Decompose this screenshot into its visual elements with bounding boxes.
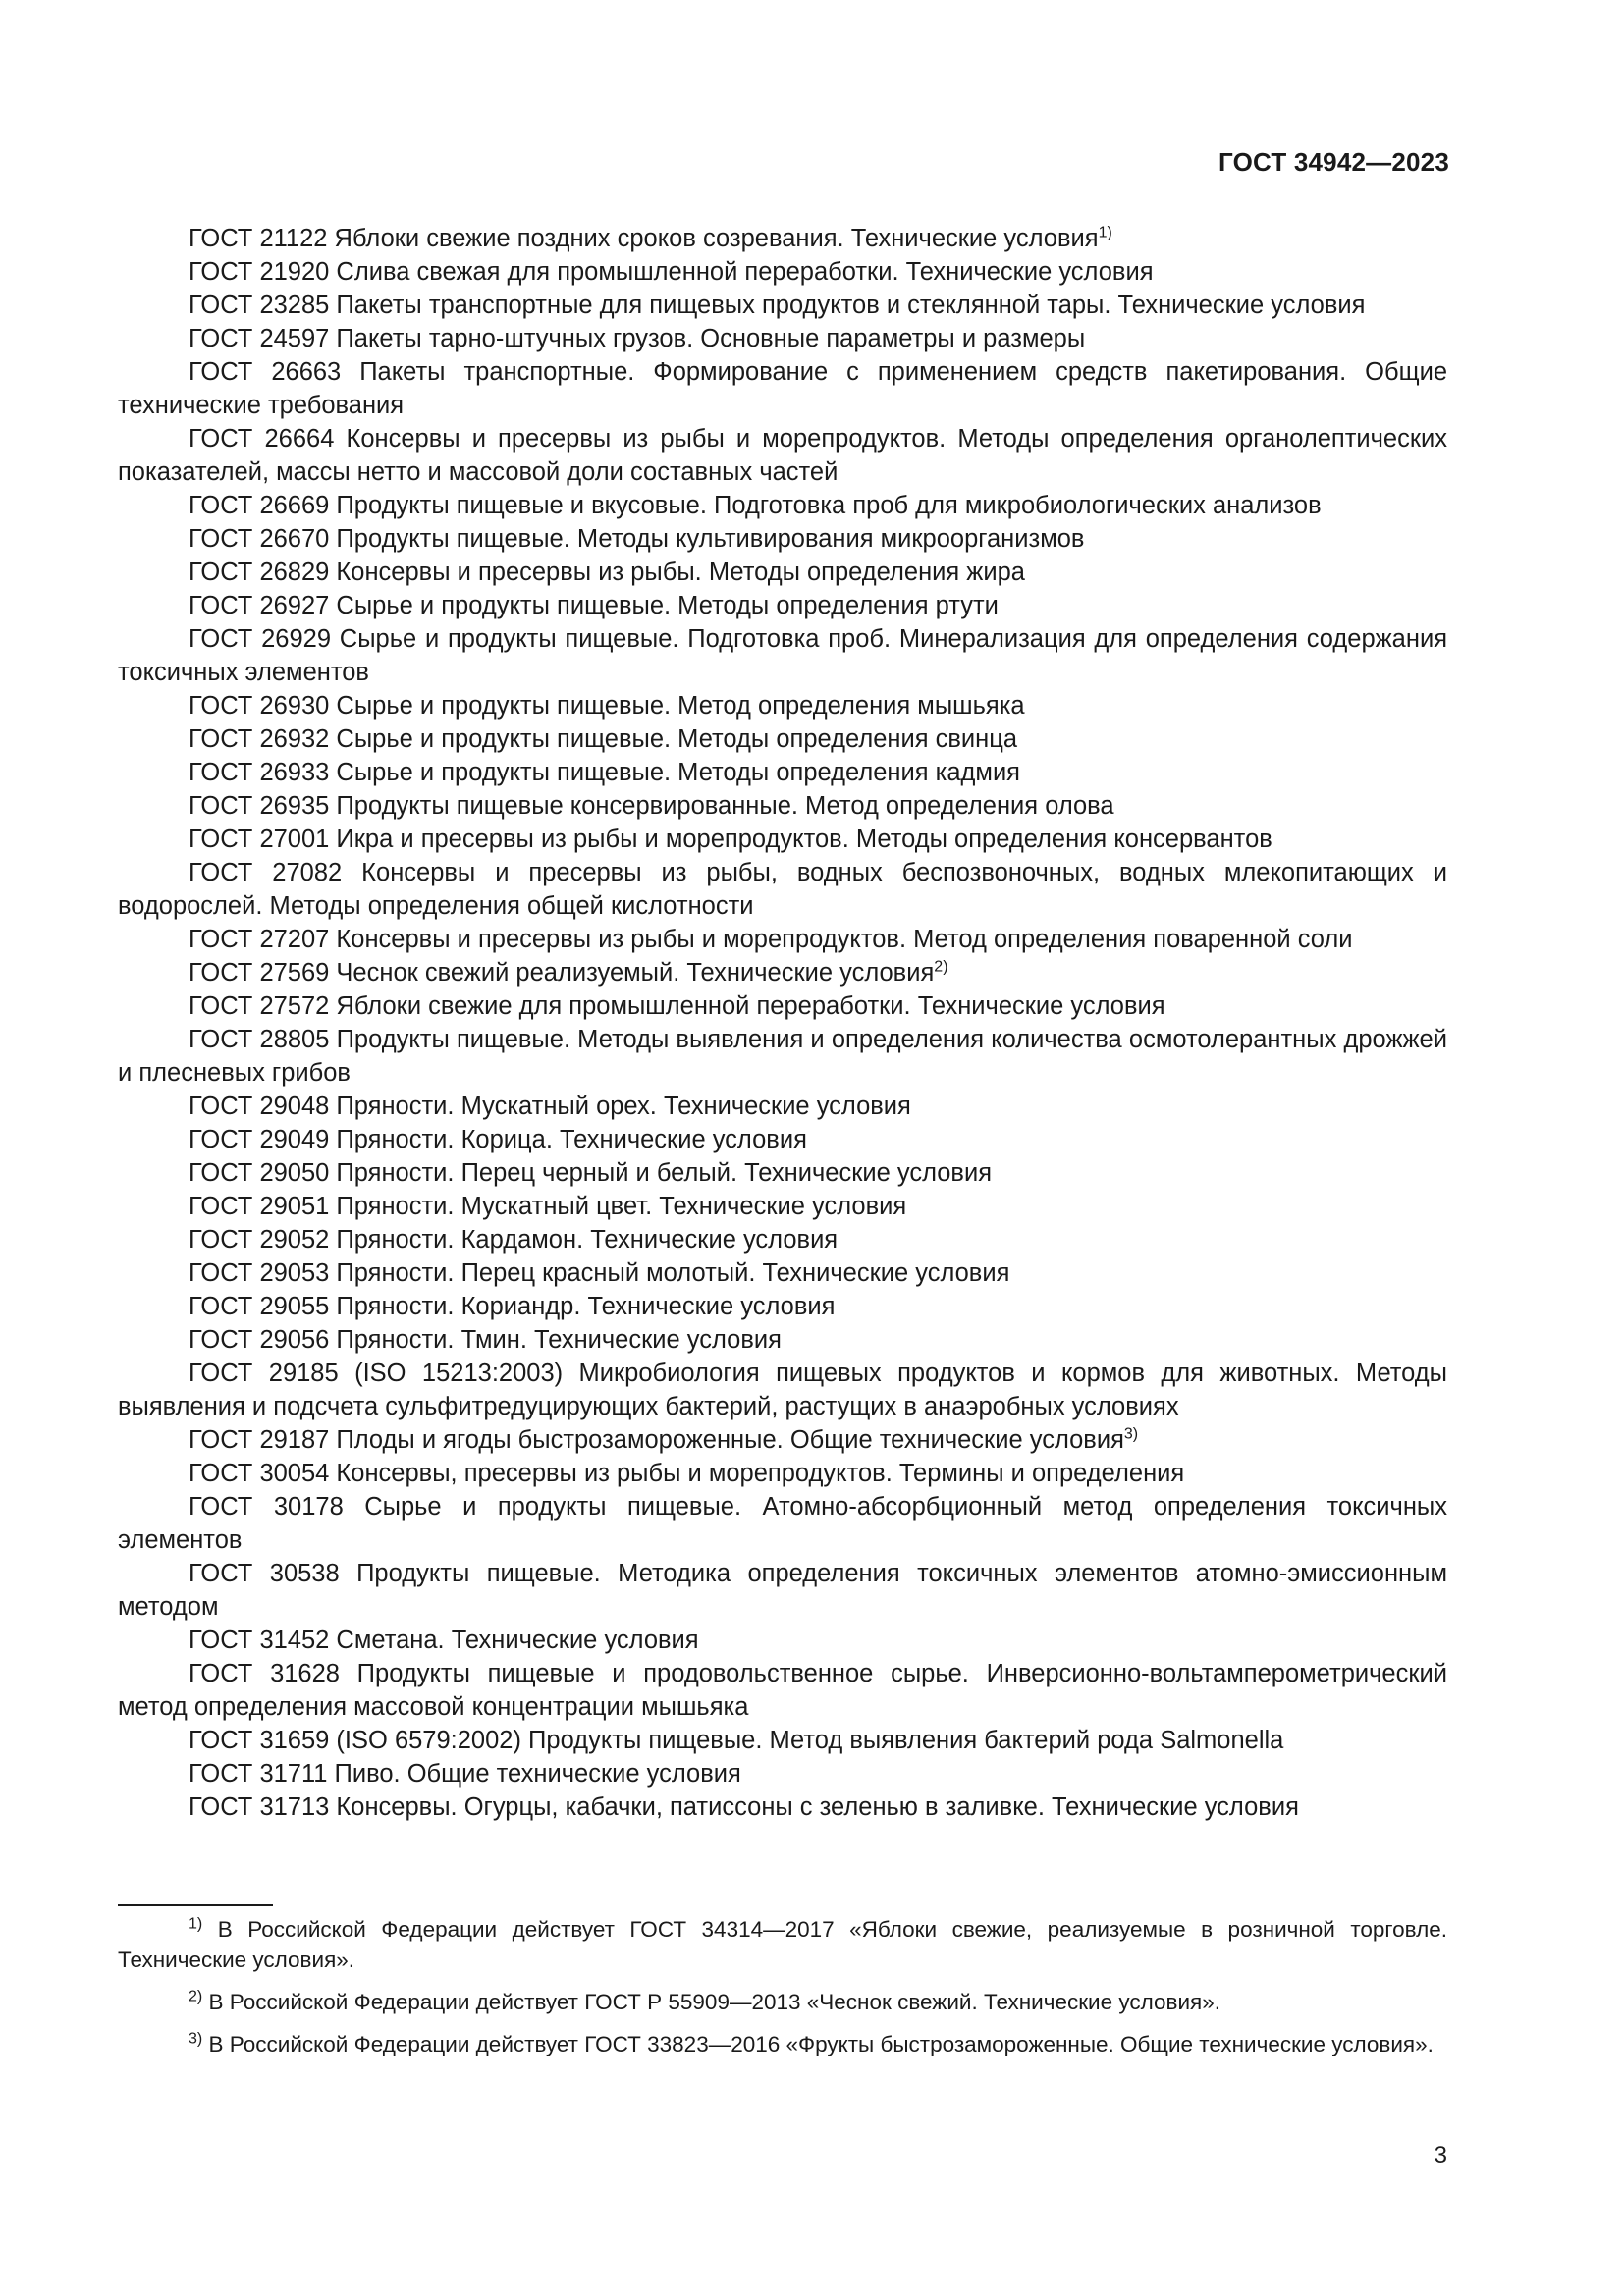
reference-item: ГОСТ 31713 Консервы. Огурцы, кабачки, патиссоны с зеленью в заливке. Технические условия <box>189 1793 1299 1821</box>
reference-item: ГОСТ 26929 Сырье и продукты пищевые. Подготовка проб. Минерализация для определения содержания токсичных элементов <box>118 625 1447 686</box>
reference-item: ГОСТ 27572 Яблоки свежие для промышленной переработки. Технические условия <box>189 992 1165 1020</box>
footnote: $^{3)}$ В Российской Федерации действует ГОСТ 33823—2016 «Фрукты быстрозамороженные. Общие технические условия». <box>189 2030 1434 2056</box>
reference-item: ГОСТ 29185 (ISO 15213:2003) Микробиология пищевых продуктов и кормов для животных. Методы выявления и подсчета сульфитредуцирующих бактерий, растущих в анаэробных условиях <box>118 1360 1447 1420</box>
reference-item: ГОСТ 27207 Консервы и пресервы из рыбы и морепродуктов. Метод определения поваренной соли <box>189 926 1353 953</box>
footnote-marker: 1) <box>189 1915 203 1933</box>
normative-references-list <box>118 222 1447 1824</box>
footnote-marker: 3) <box>189 2030 203 2048</box>
page-number: 3 <box>1434 2142 1447 2168</box>
footnote-marker: 2) <box>934 958 948 976</box>
reference-item: ГОСТ 27001 Икра и пресервы из рыбы и морепродуктов. Методы определения консервантов <box>189 826 1272 853</box>
reference-item: ГОСТ 21920 Слива свежая для промышленной переработки. Технические условия <box>189 258 1154 286</box>
footnote: $^{1)}$ В Российской Федерации действует ГОСТ 34314—2017 «Яблоки свежие, реализуемые в розничной торговле. Технические условия». <box>118 1915 1447 1972</box>
footnote-separator <box>118 1904 273 1906</box>
reference-item: ГОСТ 29051 Пряности. Мускатный цвет. Технические условия <box>189 1193 907 1220</box>
reference-item: ГОСТ 30538 Продукты пищевые. Методика определения токсичных элементов атомно-эмиссионным методом <box>118 1560 1447 1621</box>
reference-item: ГОСТ 26670 Продукты пищевые. Методы культивирования микроорганизмов <box>189 525 1085 553</box>
footnote: $^{2)}$ В Российской Федерации действует ГОСТ Р 55909—2013 «Чеснок свежий. Технические условия». <box>189 1988 1220 2014</box>
reference-item: ГОСТ 21122 Яблоки свежие поздних сроков созревания. Технические условия$^{1)}$ <box>189 224 1112 252</box>
footnotes <box>118 1914 1447 2071</box>
reference-item: ГОСТ 23285 Пакеты транспортные для пищевых продуктов и стеклянной тары. Технические условия <box>189 292 1366 319</box>
reference-item: ГОСТ 26933 Сырье и продукты пищевые. Методы определения кадмия <box>189 759 1020 786</box>
reference-item: ГОСТ 26663 Пакеты транспортные. Формирование с применением средств пакетирования. Общие технические требования <box>118 358 1447 419</box>
reference-item: ГОСТ 26664 Консервы и пресервы из рыбы и морепродуктов. Методы определения органолептических показателей, массы нетто и массовой доли составных частей <box>118 425 1447 486</box>
reference-item: ГОСТ 31452 Сметана. Технические условия <box>189 1627 699 1654</box>
footnote-marker: 2) <box>189 1988 203 2005</box>
document-code-header: ГОСТ 34942—2023 <box>1218 147 1449 177</box>
reference-item: ГОСТ 27082 Консервы и пресервы из рыбы, водных беспозвоночных, водных млекопитающих и водорослей. Методы определения общей кислотности <box>118 859 1447 920</box>
reference-item: ГОСТ 26935 Продукты пищевые консервированные. Метод определения олова <box>189 792 1114 820</box>
footnote-marker: 3) <box>1123 1425 1139 1443</box>
reference-item: ГОСТ 26932 Сырье и продукты пищевые. Методы определения свинца <box>189 725 1018 753</box>
reference-item: ГОСТ 26927 Сырье и продукты пищевые. Методы определения ртути <box>189 592 999 619</box>
reference-item: ГОСТ 29052 Пряности. Кардамон. Технические условия <box>189 1226 839 1254</box>
reference-item: ГОСТ 29049 Пряности. Корица. Технические условия <box>189 1126 807 1153</box>
reference-item: ГОСТ 26930 Сырье и продукты пищевые. Метод определения мышьяка <box>189 692 1025 720</box>
reference-item: ГОСТ 26829 Консервы и пресервы из рыбы. Методы определения жира <box>189 559 1025 586</box>
reference-item: ГОСТ 29187 Плоды и ягоды быстрозамороженные. Общие технические условия$^{3)}$ <box>189 1425 1139 1454</box>
reference-item: ГОСТ 26669 Продукты пищевые и вкусовые. Подготовка проб для микробиологических анализов <box>189 492 1322 519</box>
reference-item: ГОСТ 29053 Пряности. Перец красный молотый. Технические условия <box>189 1259 1010 1287</box>
reference-item: ГОСТ 30054 Консервы, пресервы из рыбы и морепродуктов. Термины и определения <box>189 1460 1185 1487</box>
reference-item: ГОСТ 31711 Пиво. Общие технические условия <box>189 1760 741 1788</box>
reference-item: ГОСТ 30178 Сырье и продукты пищевые. Атомно-абсорбционный метод определения токсичных элементов <box>118 1493 1447 1554</box>
reference-item: ГОСТ 24597 Пакеты тарно-штучных грузов. Основные параметры и размеры <box>189 325 1086 352</box>
reference-item: ГОСТ 27569 Чеснок свежий реализуемый. Технические условия$^{2)}$ <box>189 958 948 987</box>
reference-item: ГОСТ 29050 Пряности. Перец черный и белый. Технические условия <box>189 1159 993 1187</box>
footnote-marker: 1) <box>1098 224 1112 241</box>
reference-item: ГОСТ 31659 (ISO 6579:2002) Продукты пищевые. Метод выявления бактерий рода Salmonella <box>189 1727 1284 1754</box>
reference-item: ГОСТ 28805 Продукты пищевые. Методы выявления и определения количества осмотолерантных дрожжей и плесневых грибов <box>118 1026 1447 1087</box>
reference-item: ГОСТ 31628 Продукты пищевые и продовольственное сырье. Инверсионно-вольтамперометрический метод определения массовой концентрации мышьяка <box>118 1660 1447 1721</box>
reference-item: ГОСТ 29055 Пряности. Кориандр. Технические условия <box>189 1293 836 1320</box>
reference-item: ГОСТ 29048 Пряности. Мускатный орех. Технические условия <box>189 1093 911 1120</box>
reference-item: ГОСТ 29056 Пряности. Тмин. Технические условия <box>189 1326 782 1354</box>
